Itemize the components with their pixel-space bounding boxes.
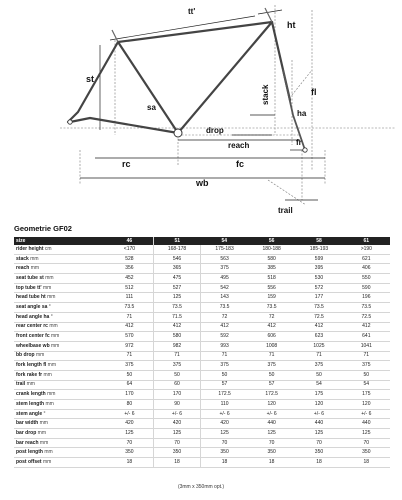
- label-fc: fc: [236, 159, 245, 169]
- table-cell: 73.5: [343, 303, 390, 313]
- table-cell: 623: [295, 332, 342, 342]
- table-cell: 365: [153, 264, 200, 274]
- rear-axle: [68, 120, 72, 124]
- footnote: (3mm x 350mm opt.): [177, 484, 225, 490]
- row-label: [14, 361, 106, 371]
- row-label-text: rider height: [16, 245, 44, 252]
- table-row: [14, 351, 390, 361]
- row-label-text: bar drop: [16, 429, 37, 436]
- label-sa: sa: [147, 103, 156, 112]
- row-label-text: bb drop: [16, 352, 35, 359]
- table-cell: 375: [201, 264, 248, 274]
- row-label-text: front center fc: [16, 333, 50, 340]
- bike-frame: [68, 22, 290, 133]
- row-unit: mm: [39, 439, 49, 446]
- row-label: [14, 245, 106, 254]
- label-drop: drop: [206, 126, 224, 135]
- table-cell: 420: [153, 419, 200, 429]
- table-row: [14, 361, 390, 371]
- table-row: [14, 254, 390, 264]
- row-label-text: fork length fl: [16, 362, 47, 369]
- table-cell: 641: [343, 332, 390, 342]
- table-cell: 168-178: [153, 245, 200, 254]
- geometry-table: [14, 237, 390, 468]
- row-label: [14, 419, 106, 429]
- row-label-text: crank length: [16, 391, 46, 398]
- table-cell: 375: [201, 361, 248, 371]
- row-unit: °: [48, 303, 51, 310]
- table-cell: 120: [343, 400, 390, 410]
- row-label: [14, 380, 106, 390]
- table-cell: 350: [153, 448, 200, 458]
- table-row: [14, 419, 390, 429]
- table-cell: 50: [153, 370, 200, 380]
- table-cell: 71: [201, 351, 248, 361]
- table-cell: 982: [153, 341, 200, 351]
- table-cell: 170: [106, 390, 153, 400]
- table-cell: 530: [295, 274, 342, 284]
- row-label: [14, 264, 106, 274]
- table-cell: +/- 6: [248, 409, 295, 419]
- label-rc: rc: [122, 159, 131, 169]
- table-cell: 110: [201, 400, 248, 410]
- label-ha: ha: [297, 109, 307, 118]
- table-cell: 70: [343, 438, 390, 448]
- table-cell: 70: [248, 438, 295, 448]
- table-cell: >190: [343, 245, 390, 254]
- table-cell: 18: [295, 458, 342, 468]
- header-size-54: 54: [201, 237, 248, 245]
- table-title: Geometrie GF02: [14, 224, 72, 233]
- table-cell: 356: [106, 264, 153, 274]
- front-axle: [303, 148, 307, 152]
- row-unit: °: [43, 410, 46, 417]
- row-unit: mm: [45, 400, 54, 407]
- table-row: [14, 438, 390, 448]
- table-cell: 570: [106, 332, 153, 342]
- table-cell: 54: [295, 380, 342, 390]
- table-cell: 420: [201, 419, 248, 429]
- table-cell: 73.5: [201, 303, 248, 313]
- table-cell: 72.5: [295, 312, 342, 322]
- label-ht: ht: [287, 20, 296, 30]
- row-label-text: stack: [16, 255, 29, 262]
- row-label-text: trail: [16, 381, 26, 388]
- table-cell: 350: [106, 448, 153, 458]
- table-cell: 350: [295, 448, 342, 458]
- table-cell: 452: [106, 274, 153, 284]
- table-cell: 71: [106, 351, 153, 361]
- table-cell: 518: [248, 274, 295, 284]
- table-cell: 375: [153, 361, 200, 371]
- table-cell: 550: [343, 274, 390, 284]
- row-label: [14, 429, 106, 439]
- table-cell: 412: [106, 322, 153, 332]
- table-cell: 50: [343, 370, 390, 380]
- row-unit: mm: [44, 449, 53, 456]
- table-cell: +/- 6: [343, 409, 390, 419]
- table-row: [14, 400, 390, 410]
- table-cell: 590: [343, 283, 390, 293]
- table-cell: 18: [201, 458, 248, 468]
- table-cell: 72: [201, 312, 248, 322]
- table-row: [14, 332, 390, 342]
- table-cell: 395: [295, 264, 342, 274]
- row-label-text: head tube ht: [16, 294, 46, 301]
- table-cell: 159: [248, 293, 295, 303]
- row-label-text: fork rake fr: [16, 371, 43, 378]
- table-cell: 50: [295, 370, 342, 380]
- header-size: size: [14, 237, 106, 245]
- table-cell: 175: [295, 390, 342, 400]
- label-stack: stack: [261, 84, 270, 105]
- row-unit: mm: [45, 274, 54, 281]
- table-cell: 375: [295, 361, 342, 371]
- table-row: [14, 448, 390, 458]
- row-label: [14, 254, 106, 264]
- table-cell: 592: [201, 332, 248, 342]
- table-cell: 18: [248, 458, 295, 468]
- row-unit: mm: [37, 429, 47, 436]
- table-cell: 375: [106, 361, 153, 371]
- row-unit: mm: [47, 294, 56, 301]
- header-size-58: 58: [295, 237, 342, 245]
- row-unit: mm: [43, 371, 52, 378]
- table-row: [14, 293, 390, 303]
- row-unit: mm: [43, 284, 52, 291]
- row-label: [14, 370, 106, 380]
- table-cell: 528: [106, 254, 153, 264]
- table-cell: 120: [248, 400, 295, 410]
- table-cell: 71: [153, 351, 200, 361]
- label-tt: tt': [188, 7, 196, 16]
- row-unit: cm: [44, 245, 52, 252]
- table-cell: 54: [343, 380, 390, 390]
- table-cell: 172.5: [248, 390, 295, 400]
- table-cell: 475: [153, 274, 200, 284]
- table-cell: 70: [153, 438, 200, 448]
- table-cell: 385: [248, 264, 295, 274]
- table-row: [14, 429, 390, 439]
- table-cell: 111: [106, 293, 153, 303]
- table-cell: 72.5: [343, 312, 390, 322]
- table-cell: 125: [106, 429, 153, 439]
- table-cell: 412: [248, 322, 295, 332]
- table-cell: 1025: [295, 341, 342, 351]
- table-cell: 125: [153, 293, 200, 303]
- table-cell: 440: [343, 419, 390, 429]
- table-cell: 412: [153, 322, 200, 332]
- table-cell: 350: [343, 448, 390, 458]
- row-label: [14, 303, 106, 313]
- table-cell: 120: [295, 400, 342, 410]
- table-cell: 175-183: [201, 245, 248, 254]
- row-label-text: post length: [16, 449, 43, 456]
- table-cell: 73.5: [295, 303, 342, 313]
- table-cell: 556: [248, 283, 295, 293]
- table-row: [14, 245, 390, 254]
- row-unit: mm: [42, 458, 52, 465]
- row-label-text: head angle ha: [16, 313, 50, 320]
- table-cell: 50: [106, 370, 153, 380]
- table-row: [14, 390, 390, 400]
- table-cell: 90: [153, 400, 200, 410]
- table-cell: 71: [106, 312, 153, 322]
- row-label-text: reach: [16, 265, 30, 272]
- row-label: [14, 400, 106, 410]
- table-cell: 60: [153, 380, 200, 390]
- row-label-text: stem angle: [16, 410, 43, 417]
- bottom-bracket: [174, 129, 182, 137]
- table-cell: +/- 6: [106, 409, 153, 419]
- table-cell: 1041: [343, 341, 390, 351]
- table-cell: 412: [201, 322, 248, 332]
- header-size-51: 51: [153, 237, 200, 245]
- table-cell: 580: [153, 332, 200, 342]
- table-row: [14, 458, 390, 468]
- table-cell: 71.5: [153, 312, 200, 322]
- table-cell: <170: [106, 245, 153, 254]
- label-trail: trail: [278, 206, 293, 215]
- table-row: [14, 380, 390, 390]
- table-cell: 599: [295, 254, 342, 264]
- row-label: [14, 390, 106, 400]
- row-label: [14, 322, 106, 332]
- table-row: [14, 322, 390, 332]
- row-label: [14, 274, 106, 284]
- table-cell: 70: [106, 438, 153, 448]
- table-cell: +/- 6: [153, 409, 200, 419]
- table-cell: 71: [343, 351, 390, 361]
- row-unit: mm: [36, 352, 45, 359]
- table-cell: 196: [343, 293, 390, 303]
- table-cell: 172.5: [201, 390, 248, 400]
- table-cell: 563: [201, 254, 248, 264]
- table-cell: 406: [343, 264, 390, 274]
- header-size-61: 61: [343, 237, 390, 245]
- table-row: [14, 264, 390, 274]
- table-cell: 125: [248, 429, 295, 439]
- table-body: [14, 245, 390, 467]
- table-cell: 170: [153, 390, 200, 400]
- table-cell: 375: [343, 361, 390, 371]
- table-cell: 440: [295, 419, 342, 429]
- table-cell: 70: [201, 438, 248, 448]
- row-unit: °: [50, 313, 53, 320]
- row-unit: mm: [30, 255, 39, 262]
- table-cell: 375: [248, 361, 295, 371]
- table-cell: 125: [343, 429, 390, 439]
- table-cell: 180-188: [248, 245, 295, 254]
- table-cell: 18: [106, 458, 153, 468]
- label-reach: reach: [228, 141, 250, 150]
- row-unit: mm: [47, 391, 56, 398]
- row-unit: mm: [51, 342, 60, 349]
- row-label: [14, 293, 106, 303]
- label-wb: wb: [196, 178, 209, 188]
- table-cell: 57: [201, 380, 248, 390]
- table-cell: 993: [201, 341, 248, 351]
- label-fl: fl: [311, 87, 317, 97]
- table-row: [14, 283, 390, 293]
- table-cell: 177: [295, 293, 342, 303]
- row-label-text: seat tube st: [16, 274, 44, 281]
- row-unit: mm: [39, 420, 48, 427]
- row-label-text: post offset: [16, 458, 42, 465]
- table-row: [14, 312, 390, 322]
- frame-geometry-diagram: [0, 0, 402, 222]
- table-cell: 71: [295, 351, 342, 361]
- table-row: [14, 409, 390, 419]
- table-row: [14, 303, 390, 313]
- table-cell: 440: [248, 419, 295, 429]
- row-label-text: wheelbase wb: [16, 342, 50, 349]
- row-unit: mm: [47, 362, 57, 369]
- table-cell: 972: [106, 341, 153, 351]
- table-cell: 512: [106, 283, 153, 293]
- table-cell: +/- 6: [295, 409, 342, 419]
- row-unit: mm: [26, 381, 35, 388]
- row-label: [14, 458, 106, 468]
- table-cell: 50: [248, 370, 295, 380]
- table-cell: 542: [201, 283, 248, 293]
- row-unit: mm: [30, 265, 40, 272]
- table-row: [14, 370, 390, 380]
- table-cell: 80: [106, 400, 153, 410]
- table-cell: 64: [106, 380, 153, 390]
- table-cell: 546: [153, 254, 200, 264]
- table-cell: 350: [201, 448, 248, 458]
- row-label-text: top tube tt': [16, 284, 42, 291]
- row-label: [14, 312, 106, 322]
- table-cell: 73.5: [248, 303, 295, 313]
- label-st: st: [86, 74, 95, 84]
- row-label-text: stem length: [16, 400, 45, 407]
- header-size-56: 56: [248, 237, 295, 245]
- row-label: [14, 448, 106, 458]
- table-cell: 572: [295, 283, 342, 293]
- table-cell: 527: [153, 283, 200, 293]
- table-cell: 143: [201, 293, 248, 303]
- table-row: [14, 341, 390, 351]
- table-cell: 606: [248, 332, 295, 342]
- table-cell: 621: [343, 254, 390, 264]
- row-label-text: bar width: [16, 420, 39, 427]
- row-label: [14, 283, 106, 293]
- table-cell: 412: [343, 322, 390, 332]
- table-header-row: [14, 237, 390, 245]
- table-cell: 185-193: [295, 245, 342, 254]
- table-cell: 1008: [248, 341, 295, 351]
- row-unit: mm: [51, 333, 60, 340]
- label-fr: fr: [296, 138, 302, 147]
- table-cell: 125: [153, 429, 200, 439]
- table-cell: 73.5: [106, 303, 153, 313]
- row-label-text: seat angle sa: [16, 303, 48, 310]
- dimension-guides: [60, 5, 395, 205]
- row-label-text: bar reach: [16, 439, 39, 446]
- table-cell: 18: [153, 458, 200, 468]
- row-label-text: rear center rc: [16, 323, 48, 330]
- table-cell: 72: [248, 312, 295, 322]
- table-cell: 71: [248, 351, 295, 361]
- row-label: [14, 409, 106, 419]
- row-unit: mm: [49, 323, 58, 330]
- table-cell: 50: [201, 370, 248, 380]
- table-cell: 175: [343, 390, 390, 400]
- table-cell: 412: [295, 322, 342, 332]
- row-label: [14, 341, 106, 351]
- table-cell: 18: [343, 458, 390, 468]
- table-cell: 73.5: [153, 303, 200, 313]
- table-cell: 350: [248, 448, 295, 458]
- table-row: [14, 274, 390, 284]
- header-size-46: 46: [106, 237, 153, 245]
- row-label: [14, 351, 106, 361]
- table-cell: 580: [248, 254, 295, 264]
- table-cell: 420: [106, 419, 153, 429]
- row-label: [14, 332, 106, 342]
- table-cell: 495: [201, 274, 248, 284]
- table-cell: +/- 6: [201, 409, 248, 419]
- table-cell: 57: [248, 380, 295, 390]
- table-cell: 125: [201, 429, 248, 439]
- table-cell: 70: [295, 438, 342, 448]
- table-cell: 125: [295, 429, 342, 439]
- row-label: [14, 438, 106, 448]
